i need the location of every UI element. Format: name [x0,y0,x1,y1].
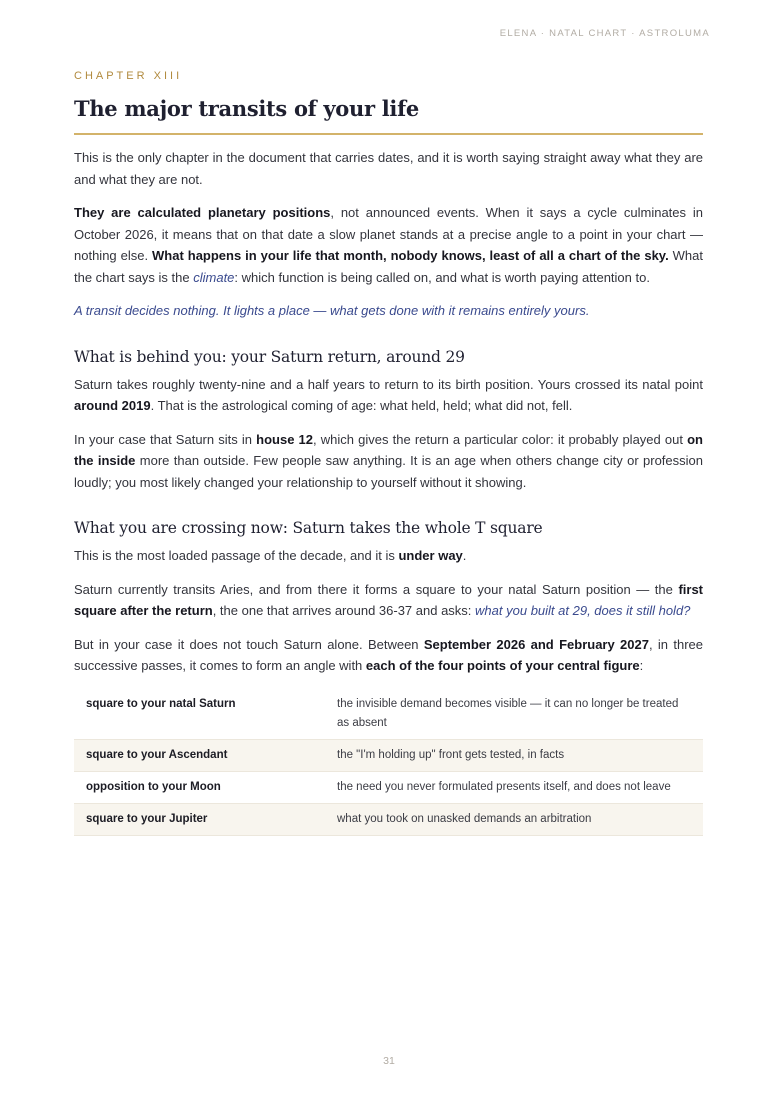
bold-text: September 2026 and February 2027 [423,636,649,652]
transits-table [74,689,703,836]
table-row [74,739,703,771]
transit-meaning: the invisible demand becomes visible — it can no longer be treated as absent [325,689,703,740]
body-text: Saturn takes roughly twenty-nine and a half years to return to its birth position. Yours crossed its natal point [74,376,703,392]
bold-text: on the inside [74,431,703,468]
bold-text: first square after the return [74,581,703,618]
transit-aspect: square to your Jupiter [74,803,325,835]
body-text: : which function is being called on, and what is worth paying attention to. [234,269,650,285]
running-head: ELENA · NATAL CHART · ASTROLUMA [499,28,710,39]
transit-aspect: square to your natal Saturn [74,689,325,740]
body-text: , not announced events. When it says a cycle culminates in October 2026, it means that on that date a slow planet stands at a precise angle to a point in your chart — nothing else. [74,205,703,263]
table-row [74,803,703,835]
section-paragraph [74,634,703,677]
transit-aspect: opposition to your Moon [74,771,325,803]
body-text: , in three successive passes, it comes to form an angle with [74,636,703,673]
transit-meaning: the need you never formulated presents itself, and does not leave [325,771,703,803]
section-paragraph [74,429,703,494]
body-text: more than outside. Few people saw anything. It is an age when others change city or profession loudly; you most likely changed your relationship to yourself without it showing. [74,453,703,490]
transit-aspect: square to your Ascendant [74,739,325,771]
bold-text: house 12 [256,431,314,447]
intro-paragraph-1: This is the only chapter in the document that carries dates, and it is worth saying straight away what they are and what they are not. [74,150,703,187]
bold-text: They are calculated planetary positions [74,205,331,220]
table-row [74,771,703,803]
section-t-square [74,519,703,677]
bold-text: each of the four points of your central figure [365,658,640,673]
bold-text: What happens in your life that month, nobody knows, least of all a chart of the sky. [152,248,669,263]
section-paragraph [74,374,703,417]
body-text: But in your case it does not touch Saturn alone. Between [74,636,424,652]
section-paragraph [74,579,703,622]
transit-meaning: the "I'm holding up" front gets tested, in facts [325,739,703,771]
body-text: What the chart says is the [74,248,703,285]
table-row [74,689,703,740]
body-text: . That is the astrological coming of age: what held, held; what did not, fell. [150,398,573,413]
chapter-title: The major transits of your life [74,96,419,121]
body-text: : [639,658,644,673]
page-number: 31 [383,1055,395,1067]
body-text: , which gives the return a particular color: it probably played out [313,431,688,447]
page-content [74,70,703,836]
transit-meaning: what you took on unasked demands an arbitration [325,803,703,835]
body-text: Saturn currently transits Aries, and from there it forms a square to your natal Saturn position — the [74,581,679,597]
title-divider [74,133,703,135]
body-text: . [462,548,467,563]
body-text: In your case that Saturn sits in [74,431,257,447]
chapter-label: CHAPTER XIII [74,70,183,82]
section-paragraph [74,545,703,567]
section-heading: What you are crossing now: Saturn takes the whole T square [74,519,543,537]
bold-text: under way [398,548,463,563]
section-heading: What is behind you: your Saturn return, around 29 [74,347,465,366]
body-text: , the one that arrives around 36-37 and asks: [212,603,476,618]
section-saturn-return [74,348,703,494]
intro-paragraph-2 [74,202,703,288]
pull-quote: A transit decides nothing. It lights a place — what gets done with it remains entirely yours. [74,303,590,318]
emphasis-text: what you built at 29, does it still hold? [475,603,691,618]
body-text: This is the most loaded passage of the decade, and it is [74,548,399,563]
bold-text: around 2019 [74,398,151,413]
emphasis-text: climate [193,269,235,285]
